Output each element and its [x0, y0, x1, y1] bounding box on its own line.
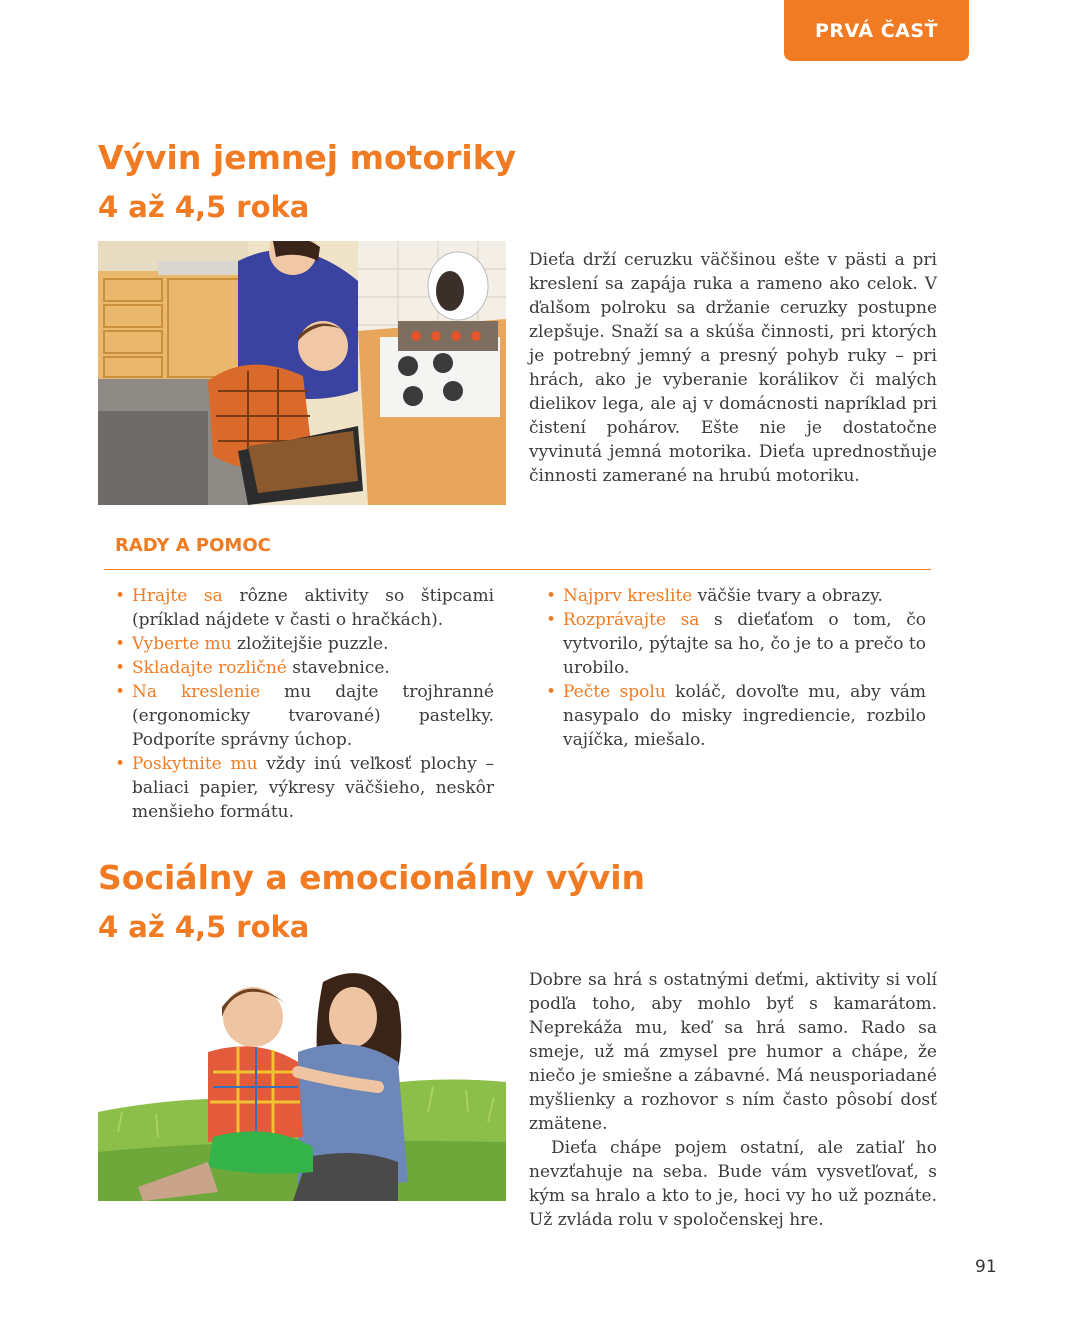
- kitchen-photo: [98, 241, 506, 505]
- page-number: 91: [975, 1257, 997, 1277]
- social-paragraphs: [529, 968, 937, 1232]
- tip-item: • Rozprávajte sa s dieťaťom o tom, čo vytvorilo, pýtajte sa ho, čo je to a prečo to urobilo.: [546, 608, 926, 680]
- tips-divider: [104, 569, 931, 570]
- mother-child-photo: [98, 962, 506, 1201]
- tip-item: • Poskytnite mu vždy inú veľkosť plochy – baliaci papier, výkresy väčšieho, neskôr menšieho formátu.: [115, 752, 494, 824]
- tip-item: • Skladajte rozličné stavebnice.: [115, 656, 494, 680]
- fine-motor-paragraph: [529, 248, 937, 488]
- fine-motor-text: Dieťa drží ceruzku väčšinou ešte v pästi a pri kreslení sa zapája ruka a rameno ako celok. V ďalšom polroku sa držanie ceruzky postupne zlepšuje. Snaží sa a skúša činnosti, pri ktorých je potrebný jemný a presný pohyb ruky – pri hrách, ako je vyberanie korálikov či malých dielikov lega, ale aj v domácnosti napríklad pri čistení pohárov. Ešte nie je dostatočne vyvinutá jemná motorika. Dieťa uprednostňuje činnosti zamerané na hrubú motoriku.: [529, 250, 937, 486]
- social-text-1: Dobre sa hrá s ostatnými deťmi, aktivity si volí podľa toho, aby mohlo byť s kamarátom. Neprekáža mu, keď sa hrá samo. Rado sa smeje, už má zmysel pre humor a chápe, že niečo je smiešne a zábavné. Má neusporiadané myšlienky a rozhovor s ním často pôsobí dosť zmätene.: [529, 970, 937, 1134]
- tip-item: • Na kreslenie mu dajte trojhranné (ergonomicky tvarované) pastelky. Podporíte správny úchop.: [115, 680, 494, 752]
- section-title-social: Sociálny a emocionálny vývin: [98, 858, 646, 897]
- tip-item: • Najprv kreslite väčšie tvary a obrazy.: [546, 584, 926, 608]
- tips-list-left: [115, 584, 494, 824]
- tip-item: • Vyberte mu zložitejšie puzzle.: [115, 632, 494, 656]
- tip-item: • Pečte spolu koláč, dovoľte mu, aby vám nasypalo do misky ingrediencie, rozbilo vajíčka, miešalo.: [546, 680, 926, 752]
- section-title-fine-motor: Vývin jemnej motoriky: [98, 138, 517, 177]
- age-subtitle-2: 4 až 4,5 roka: [98, 910, 310, 944]
- tip-item: • Hrajte sa rôzne aktivity so štipcami (príklad nájdete v časti o hračkách).: [115, 584, 494, 632]
- tips-heading: RADY A POMOC: [115, 535, 271, 556]
- social-text-2: Dieťa chápe pojem ostatní, ale zatiaľ ho nevzťahuje na seba. Bude vám vysvetľovať, s kým sa hralo a kto to je, hoci vy ho už poznáte. Už zvláda rolu v spoločenskej hre.: [529, 1138, 937, 1230]
- section-tab: PRVÁ ČASŤ: [784, 0, 969, 61]
- tips-list-right: [546, 584, 926, 752]
- age-subtitle-1: 4 až 4,5 roka: [98, 190, 310, 224]
